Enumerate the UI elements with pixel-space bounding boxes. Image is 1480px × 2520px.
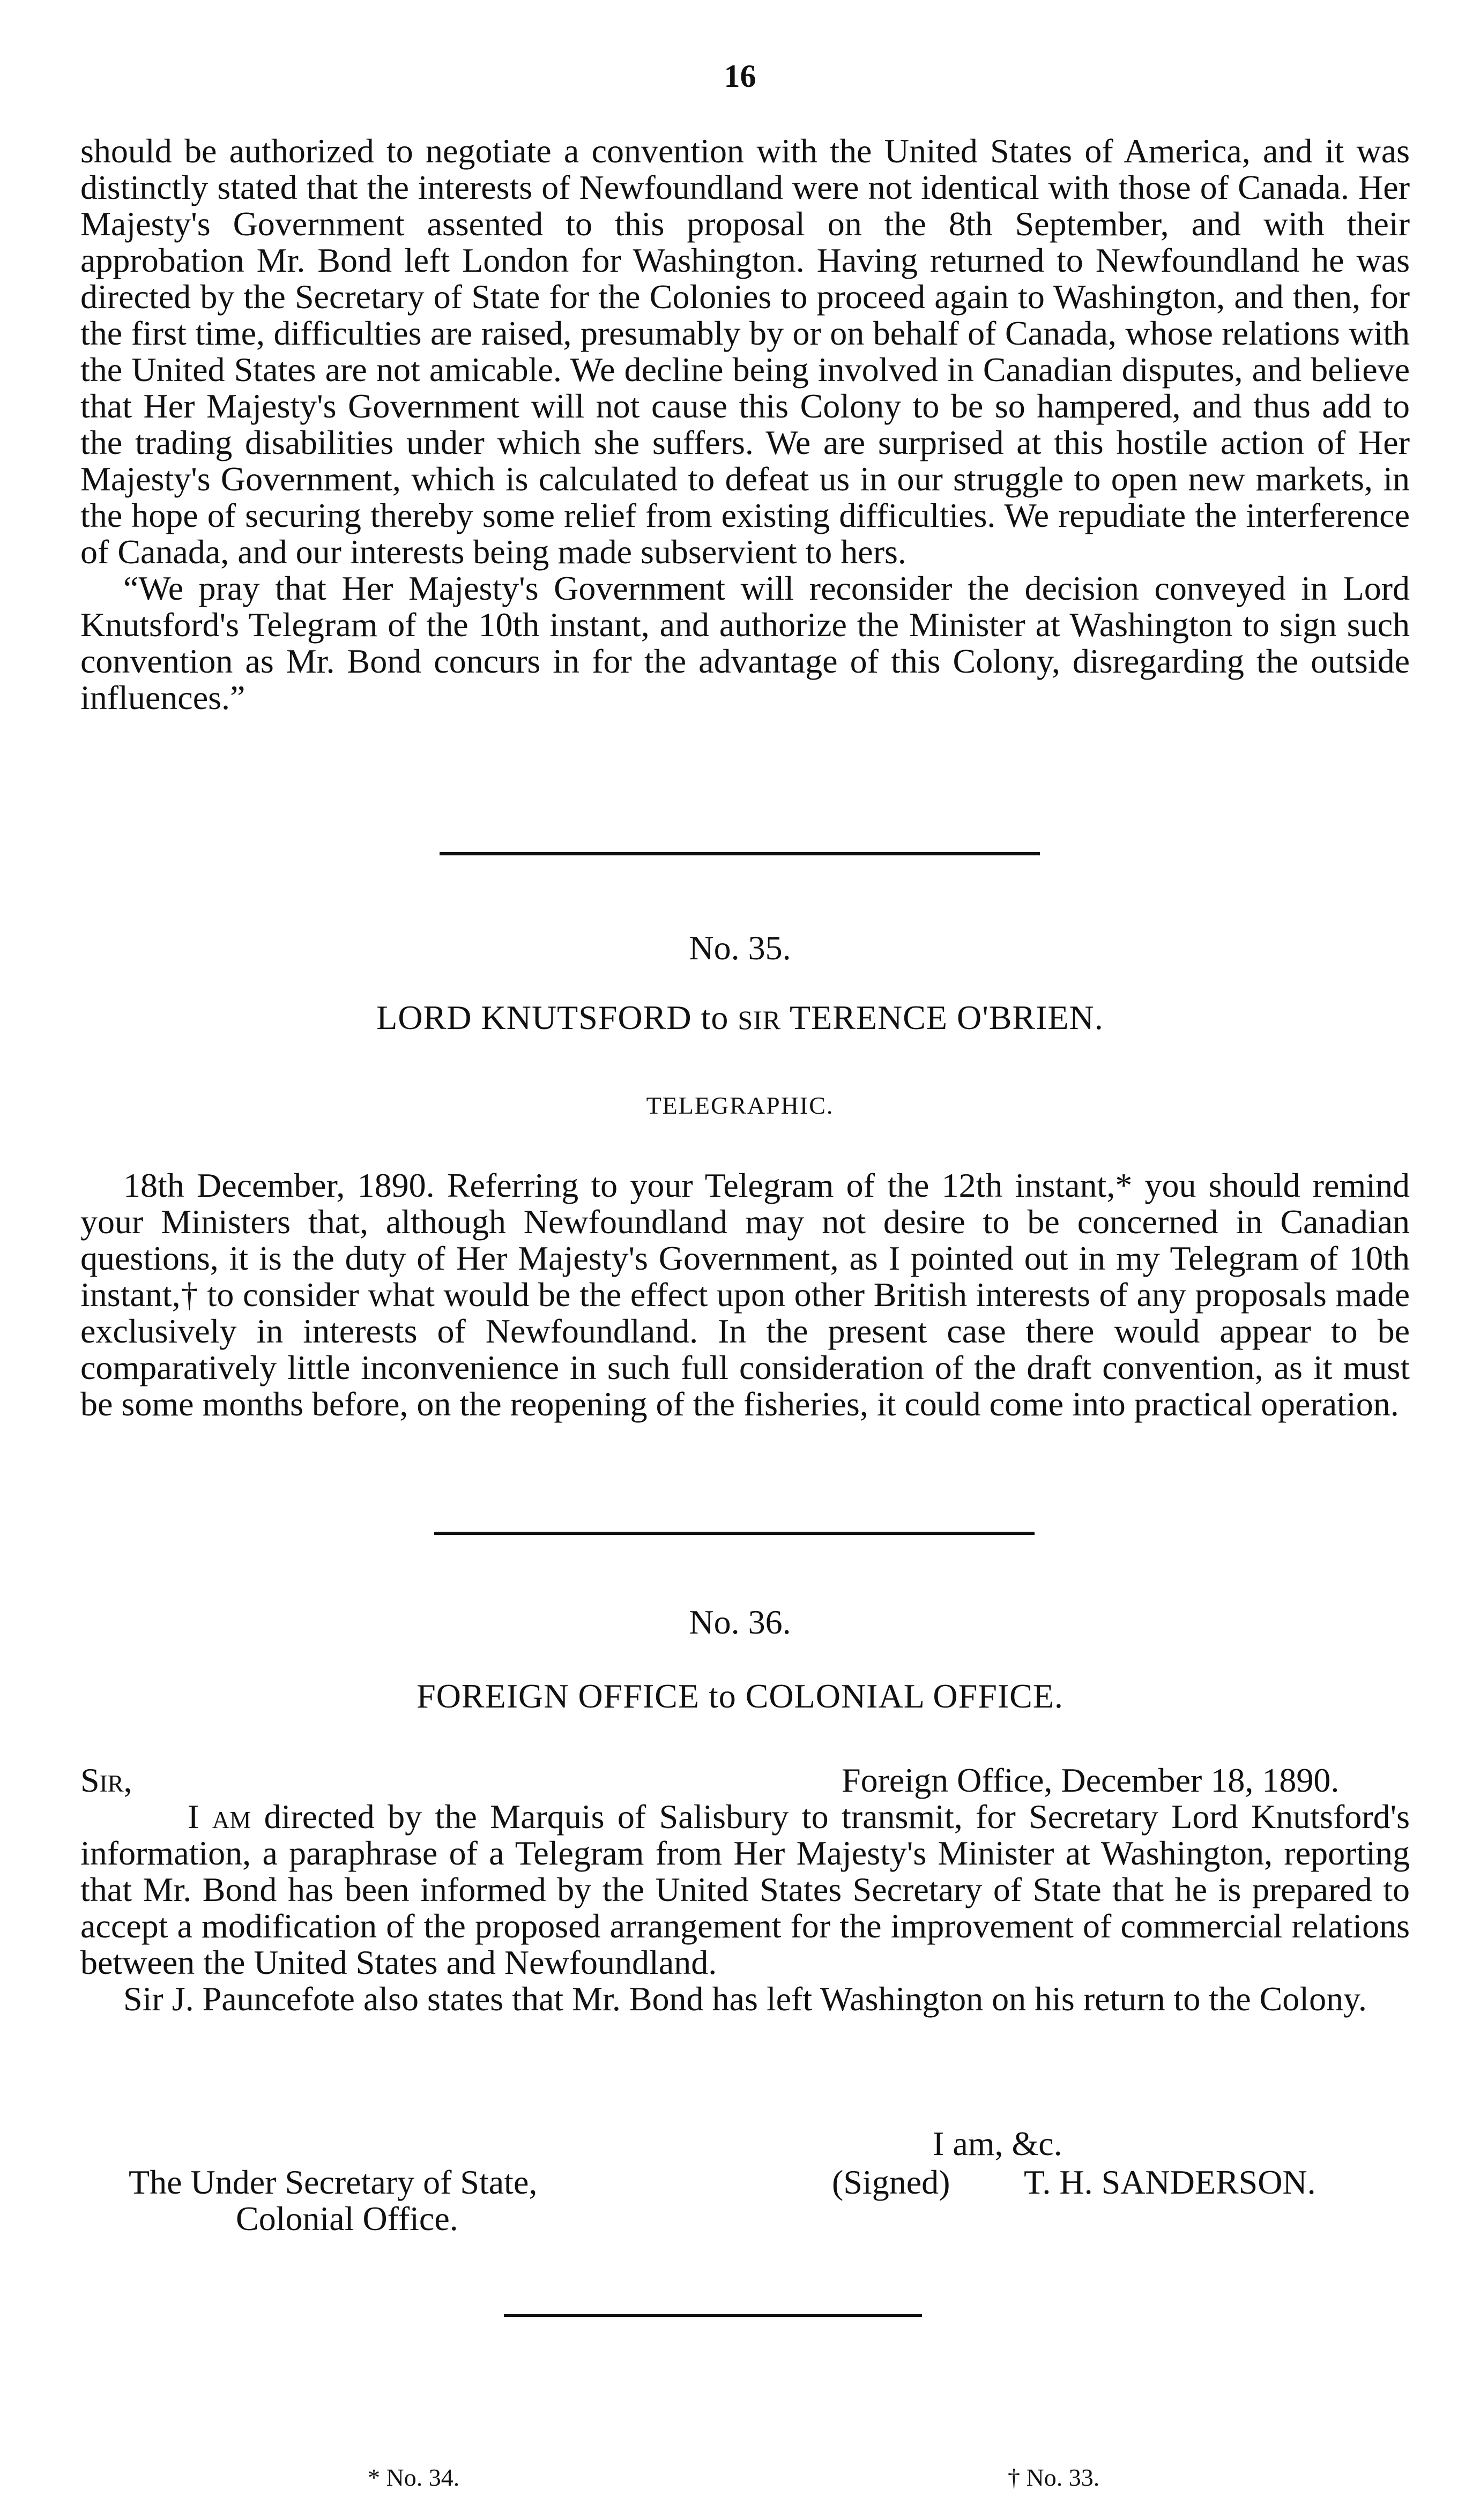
document-heading [0, 1676, 1480, 1716]
document-heading [0, 998, 1480, 1038]
body-text: directed by the Marquis of Salisbury to transmit, for Secretary Lord Knutsford's information, a paraphrase of a Telegram from Her Majesty's Minister at Washington, reporting that Mr. Bond has been informed by the United States Secretary of State that he is prepared to accept a modification of the proposed arrangement for the improvement of commercial relations between the United States and Newfoundland. [80, 1798, 1410, 1981]
addressee-line-1: The Under Secretary of State, [129, 2163, 538, 2201]
heading-to-word: to [708, 1677, 737, 1715]
heading-from: LORD KNUTSFORD [376, 998, 692, 1037]
heading-to: TERENCE O'BRIEN. [790, 998, 1104, 1037]
heading-to: COLONIAL OFFICE. [745, 1677, 1063, 1715]
footnote-left: * No. 34. [368, 2464, 460, 2491]
telegram-body [80, 1167, 1410, 1422]
paragraph: should be authorized to negotiate a convention with the United States of America, and it was distinctly stated that the interests of Newfoundland were not identical with those of Canada. Her Majesty's Government assented to this proposal on the 8th September, and with their approbation Mr. Bond left London for Washington. Having returned to Newfoundland he was directed by the Secretary of State for the Colonies to proceed again to Washington, and then, for the first time, difficulties are raised, presumably by or on behalf of Canada, whose relations with the United States are not amicable. We decline being involved in Canadian disputes, and believe that Her Majesty's Government will not cause this Colony to be so hampered, and thus add to the trading disabilities under which she suffers. We are surprised at this hostile action of Her Majesty's Government, which is calculated to defeat us in our struggle to open new markets, in the hope of securing thereby some relief from existing difficulties. We repudiate the interference of Canada, and our interests being made subservient to hers. [80, 132, 1410, 571]
paragraph: Sir J. Pauncefote also states that Mr. Bond has left Washington on his return to the Colony. [123, 1980, 1367, 2018]
document-type: TELEGRAPHIC. [646, 1092, 834, 1119]
place-date: Foreign Office, December 18, 1890. [842, 1761, 1340, 1799]
section-divider [434, 1532, 1035, 1535]
signatory: T. H. SANDERSON. [1024, 2163, 1316, 2201]
letter-body [80, 1799, 1410, 2017]
opening-words: I am [188, 1798, 251, 1836]
document-number: No. 35. [689, 929, 791, 967]
section-divider [504, 2314, 922, 2317]
paragraph [80, 1799, 1410, 1981]
heading-sir: SIR [738, 1005, 782, 1035]
page-number: 16 [724, 58, 756, 94]
heading-to-word: to [701, 998, 729, 1037]
paragraph: “We pray that Her Majesty's Government will reconsider the decision conveyed in Lord Knutsford's Telegram of the 10th instant, and authorize the Minister at Washington to sign such convention as Mr. Bond concurs in for the advantage of this Colony, disregarding the outside influences.” [80, 569, 1410, 717]
paragraph: 18th December, 1890. Referring to your Telegram of the 12th instant,* you should remind your Ministers that, although Newfoundland may not desire to be concerned in Canadian questions, it is the duty of Her Majesty's Government, as I pointed out in my Telegram of 10th instant,† to consider what would be the effect upon other British interests of any proposals made exclusively in interests of Newfoundland. In the present case there would appear to be comparatively little inconvenience in such full consideration of the draft convention, as it must be some months before, on the reopening of the fisheries, it could come into practical operation. [80, 1166, 1410, 1423]
salutation: Sir, [80, 1761, 132, 1799]
signed-label: (Signed) [832, 2163, 950, 2201]
continuation-text [80, 133, 1410, 716]
heading-from: FOREIGN OFFICE [417, 1677, 700, 1715]
closing: I am, &c. [933, 2124, 1062, 2163]
section-divider [440, 852, 1040, 855]
document-number: No. 36. [689, 1603, 791, 1641]
footnote-right: † No. 33. [1008, 2464, 1100, 2491]
addressee-line-2: Colonial Office. [236, 2200, 458, 2238]
